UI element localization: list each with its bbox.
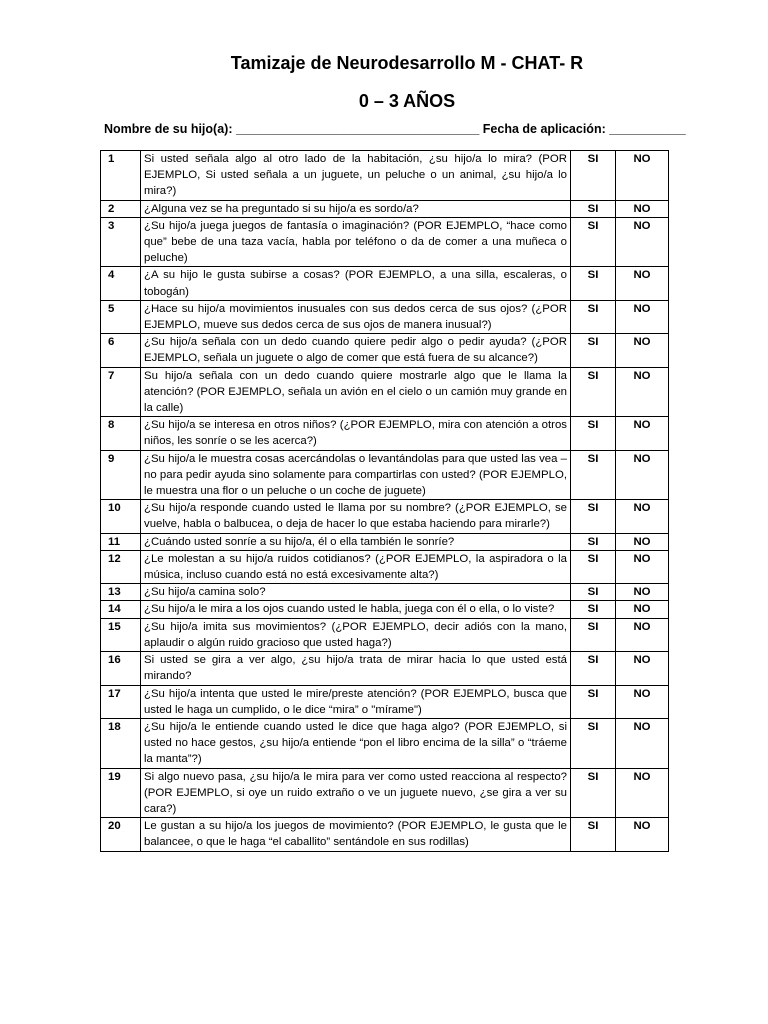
question-number: 8	[101, 417, 141, 450]
question-text: ¿Alguna vez se ha preguntado si su hijo/a es sordo/a?	[141, 200, 571, 217]
answer-no-option[interactable]: NO	[616, 200, 669, 217]
question-number: 9	[101, 450, 141, 500]
answer-si-option[interactable]: SI	[571, 450, 616, 500]
question-row	[101, 417, 669, 450]
child-name-label: Nombre de su hijo(a):	[104, 122, 233, 136]
question-number: 7	[101, 367, 141, 417]
answer-no-option[interactable]: NO	[616, 367, 669, 417]
answer-si-option[interactable]: SI	[571, 601, 616, 618]
question-text: Si usted se gira a ver algo, ¿su hijo/a trata de mirar hacia lo que usted está mirando?	[141, 652, 571, 685]
answer-no-option[interactable]: NO	[616, 450, 669, 500]
question-row	[101, 685, 669, 718]
question-row	[101, 500, 669, 533]
question-number: 3	[101, 217, 141, 267]
question-row	[101, 151, 669, 201]
question-number: 12	[101, 550, 141, 583]
question-row	[101, 601, 669, 618]
answer-si-option[interactable]: SI	[571, 550, 616, 583]
question-text: ¿Su hijo/a camina solo?	[141, 584, 571, 601]
question-number: 10	[101, 500, 141, 533]
question-row	[101, 652, 669, 685]
questionnaire-table	[100, 150, 669, 852]
question-number: 11	[101, 533, 141, 550]
answer-no-option[interactable]: NO	[616, 334, 669, 367]
question-text: Su hijo/a señala con un dedo cuando quiere mostrarle algo que le llama la atención? (POR EJEMPLO, señala un avión en el cielo o un camión muy grande en la calle)	[141, 367, 571, 417]
question-text: Si algo nuevo pasa, ¿su hijo/a le mira para ver como usted reacciona al respecto? (POR EJEMPLO, si oye un ruido extraño o ve un juguete nuevo, ¿se gira a ver su cara?)	[141, 768, 571, 818]
question-row	[101, 367, 669, 417]
question-row	[101, 200, 669, 217]
answer-si-option[interactable]: SI	[571, 217, 616, 267]
answer-si-option[interactable]: SI	[571, 718, 616, 768]
question-row	[101, 550, 669, 583]
question-row	[101, 818, 669, 851]
question-row	[101, 584, 669, 601]
answer-no-option[interactable]: NO	[616, 601, 669, 618]
question-text: ¿Su hijo/a se interesa en otros niños? (¿POR EJEMPLO, mira con atención a otros niños, les sonríe o se les acerca?)	[141, 417, 571, 450]
question-number: 17	[101, 685, 141, 718]
answer-si-option[interactable]: SI	[571, 267, 616, 300]
form-fields	[104, 122, 704, 136]
question-text: ¿Hace su hijo/a movimientos inusuales con sus dedos cerca de sus ojos? (¿POR EJEMPLO, mueve sus dedos cerca de sus ojos de manera inusual?)	[141, 300, 571, 333]
question-text: ¿Su hijo/a imita sus movimientos? (¿POR EJEMPLO, decir adiós con la mano, aplaudir o algún ruido gracioso que usted haga?)	[141, 618, 571, 651]
question-number: 13	[101, 584, 141, 601]
question-number: 1	[101, 151, 141, 201]
question-row	[101, 718, 669, 768]
answer-si-option[interactable]: SI	[571, 818, 616, 851]
answer-si-option[interactable]: SI	[571, 200, 616, 217]
question-row	[101, 217, 669, 267]
question-row	[101, 334, 669, 367]
answer-si-option[interactable]: SI	[571, 768, 616, 818]
question-text: ¿Su hijo/a le entiende cuando usted le dice que haga algo? (POR EJEMPLO, si usted no hace gestos, ¿su hijo/a entiende “pon el libro encima de la silla” o “tráeme la manta”?)	[141, 718, 571, 768]
question-text: ¿Su hijo/a responde cuando usted le llama por su nombre? (¿POR EJEMPLO, se vuelve, habla o balbucea, o deja de hacer lo que estaba haciendo para mirarle?)	[141, 500, 571, 533]
answer-si-option[interactable]: SI	[571, 151, 616, 201]
answer-no-option[interactable]: NO	[616, 652, 669, 685]
answer-no-option[interactable]: NO	[616, 584, 669, 601]
answer-si-option[interactable]: SI	[571, 652, 616, 685]
answer-si-option[interactable]: SI	[571, 533, 616, 550]
question-text: ¿Cuándo usted sonríe a su hijo/a, él o ella también le sonríe?	[141, 533, 571, 550]
answer-no-option[interactable]: NO	[616, 267, 669, 300]
question-number: 2	[101, 200, 141, 217]
answer-no-option[interactable]: NO	[616, 618, 669, 651]
question-row	[101, 618, 669, 651]
question-number: 20	[101, 818, 141, 851]
question-number: 19	[101, 768, 141, 818]
question-row	[101, 267, 669, 300]
answer-no-option[interactable]: NO	[616, 533, 669, 550]
answer-no-option[interactable]: NO	[616, 417, 669, 450]
page-title: Tamizaje de Neurodesarrollo M - CHAT- R	[230, 53, 584, 73]
answer-si-option[interactable]: SI	[571, 618, 616, 651]
answer-no-option[interactable]: NO	[616, 500, 669, 533]
answer-no-option[interactable]: NO	[616, 768, 669, 818]
answer-si-option[interactable]: SI	[571, 500, 616, 533]
question-row	[101, 768, 669, 818]
answer-no-option[interactable]: NO	[616, 685, 669, 718]
answer-no-option[interactable]: NO	[616, 718, 669, 768]
answer-no-option[interactable]: NO	[616, 217, 669, 267]
question-text: ¿Su hijo/a le muestra cosas acercándolas o levantándolas para que usted las vea – no para pedir ayuda sino solamente para compartirlas con usted? (POR EJEMPLO, le muestra una flor o un peluche o un coche de juguete)	[141, 450, 571, 500]
answer-no-option[interactable]: NO	[616, 550, 669, 583]
question-number: 4	[101, 267, 141, 300]
question-text: ¿A su hijo le gusta subirse a cosas? (POR EJEMPLO, a una silla, escaleras, o tobogán)	[141, 267, 571, 300]
application-date-field[interactable]: ___________	[609, 122, 686, 136]
question-number: 18	[101, 718, 141, 768]
question-text: ¿Su hijo/a le mira a los ojos cuando usted le habla, juega con él o ella, o lo viste?	[141, 601, 571, 618]
question-number: 14	[101, 601, 141, 618]
answer-si-option[interactable]: SI	[571, 367, 616, 417]
question-number: 5	[101, 300, 141, 333]
child-name-field[interactable]: ___________________________________	[235, 122, 480, 136]
question-text: ¿Su hijo/a intenta que usted le mire/preste atención? (POR EJEMPLO, busca que usted le haga un cumplido, o le dice “mira” o "mírame")	[141, 685, 571, 718]
question-row	[101, 533, 669, 550]
answer-si-option[interactable]: SI	[571, 300, 616, 333]
application-date-label: Fecha de aplicación:	[482, 122, 606, 136]
question-row	[101, 450, 669, 500]
question-number: 15	[101, 618, 141, 651]
question-number: 16	[101, 652, 141, 685]
question-text: ¿Su hijo/a juega juegos de fantasía o imaginación? (POR EJEMPLO, “hace como que” bebe de una taza vacía, habla por teléfono o da de comer a una muñeca o peluche)	[141, 217, 571, 267]
answer-si-option[interactable]: SI	[571, 685, 616, 718]
answer-no-option[interactable]: NO	[616, 818, 669, 851]
answer-si-option[interactable]: SI	[571, 584, 616, 601]
question-text: Le gustan a su hijo/a los juegos de movimiento? (POR EJEMPLO, le gusta que le balancee, o que le haga “el caballito” sentándole en sus rodillas)	[141, 818, 571, 851]
answer-si-option[interactable]: SI	[571, 334, 616, 367]
answer-si-option[interactable]: SI	[571, 417, 616, 450]
age-range-subtitle: 0 – 3 AÑOS	[358, 91, 456, 111]
question-text: ¿Su hijo/a señala con un dedo cuando quiere pedir algo o pedir ayuda? (¿POR EJEMPLO, señala un juguete o algo de comer que está fuera de su alcance?)	[141, 334, 571, 367]
question-text: ¿Le molestan a su hijo/a ruidos cotidianos? (¿POR EJEMPLO, la aspiradora o la música, incluso cuando está no está excesivamente alta?)	[141, 550, 571, 583]
question-row	[101, 300, 669, 333]
question-number: 6	[101, 334, 141, 367]
answer-no-option[interactable]: NO	[616, 151, 669, 201]
question-text: Si usted señala algo al otro lado de la habitación, ¿su hijo/a lo mira? (POR EJEMPLO, Si usted señala a un juguete, un peluche o un animal, ¿su hijo/a lo mira?)	[141, 151, 571, 201]
answer-no-option[interactable]: NO	[616, 300, 669, 333]
